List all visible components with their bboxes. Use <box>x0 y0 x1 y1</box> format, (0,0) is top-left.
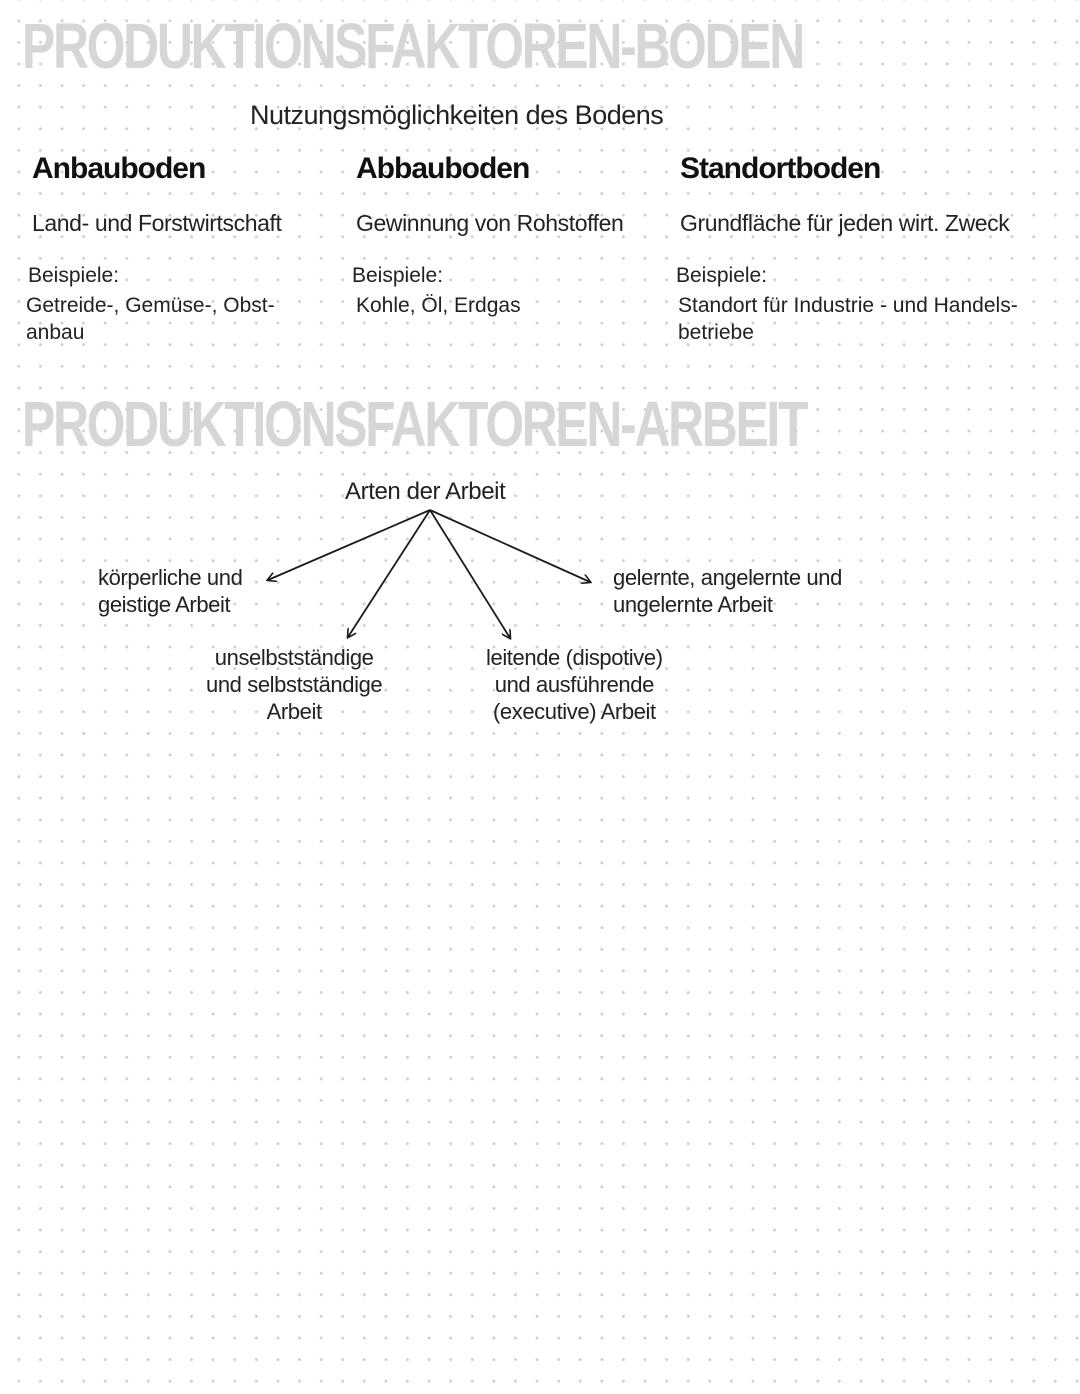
examples-text: Kohle, Öl, Erdgas <box>356 294 521 317</box>
section-title-arbeit: PRODUKTIONSFAKTOREN-ARBEIT <box>22 388 807 460</box>
examples-label: Beispiele: <box>28 264 120 287</box>
arrow-to-gelernt <box>430 510 590 582</box>
column-description: Gewinnung von Rohstoffen <box>356 210 624 236</box>
mindmap-node-unselbststaendig: unselbstständige und selbstständige Arbeit <box>206 645 383 724</box>
examples-text: Getreide-, Gemüse-, Obst- anbau <box>26 294 275 344</box>
mindmap-center: Arten der Arbeit <box>345 478 506 505</box>
arrow-to-koerperlich <box>268 510 430 580</box>
mindmap-node-koerperlich: körperliche und geistige Arbeit <box>98 565 243 617</box>
examples-text: Standort für Industrie - und Handels- betriebe <box>678 294 1018 344</box>
arrow-to-unselbststaendig <box>348 510 430 637</box>
mindmap-node-leitend: leitende (dispotive) und ausführende (executive) Arbeit <box>486 645 663 724</box>
mindmap-node-gelernt: gelernte, angelernte und ungelernte Arbeit <box>613 565 842 617</box>
examples-label: Beispiele: <box>676 264 768 287</box>
column-heading: Abbauboden <box>356 152 530 185</box>
subtitle-nutzung: Nutzungsmöglichkeiten des Bodens <box>250 100 664 130</box>
column-description: Land- und Forstwirtschaft <box>32 210 282 236</box>
arrow-to-leitend <box>430 510 510 638</box>
examples-label: Beispiele: <box>352 264 444 287</box>
section-title-boden: PRODUKTIONSFAKTOREN-BODEN <box>22 10 803 82</box>
column-heading: Anbauboden <box>32 152 206 185</box>
column-heading: Standortboden <box>680 152 881 185</box>
column-description: Grundfläche für jeden wirt. Zweck <box>680 210 1010 236</box>
